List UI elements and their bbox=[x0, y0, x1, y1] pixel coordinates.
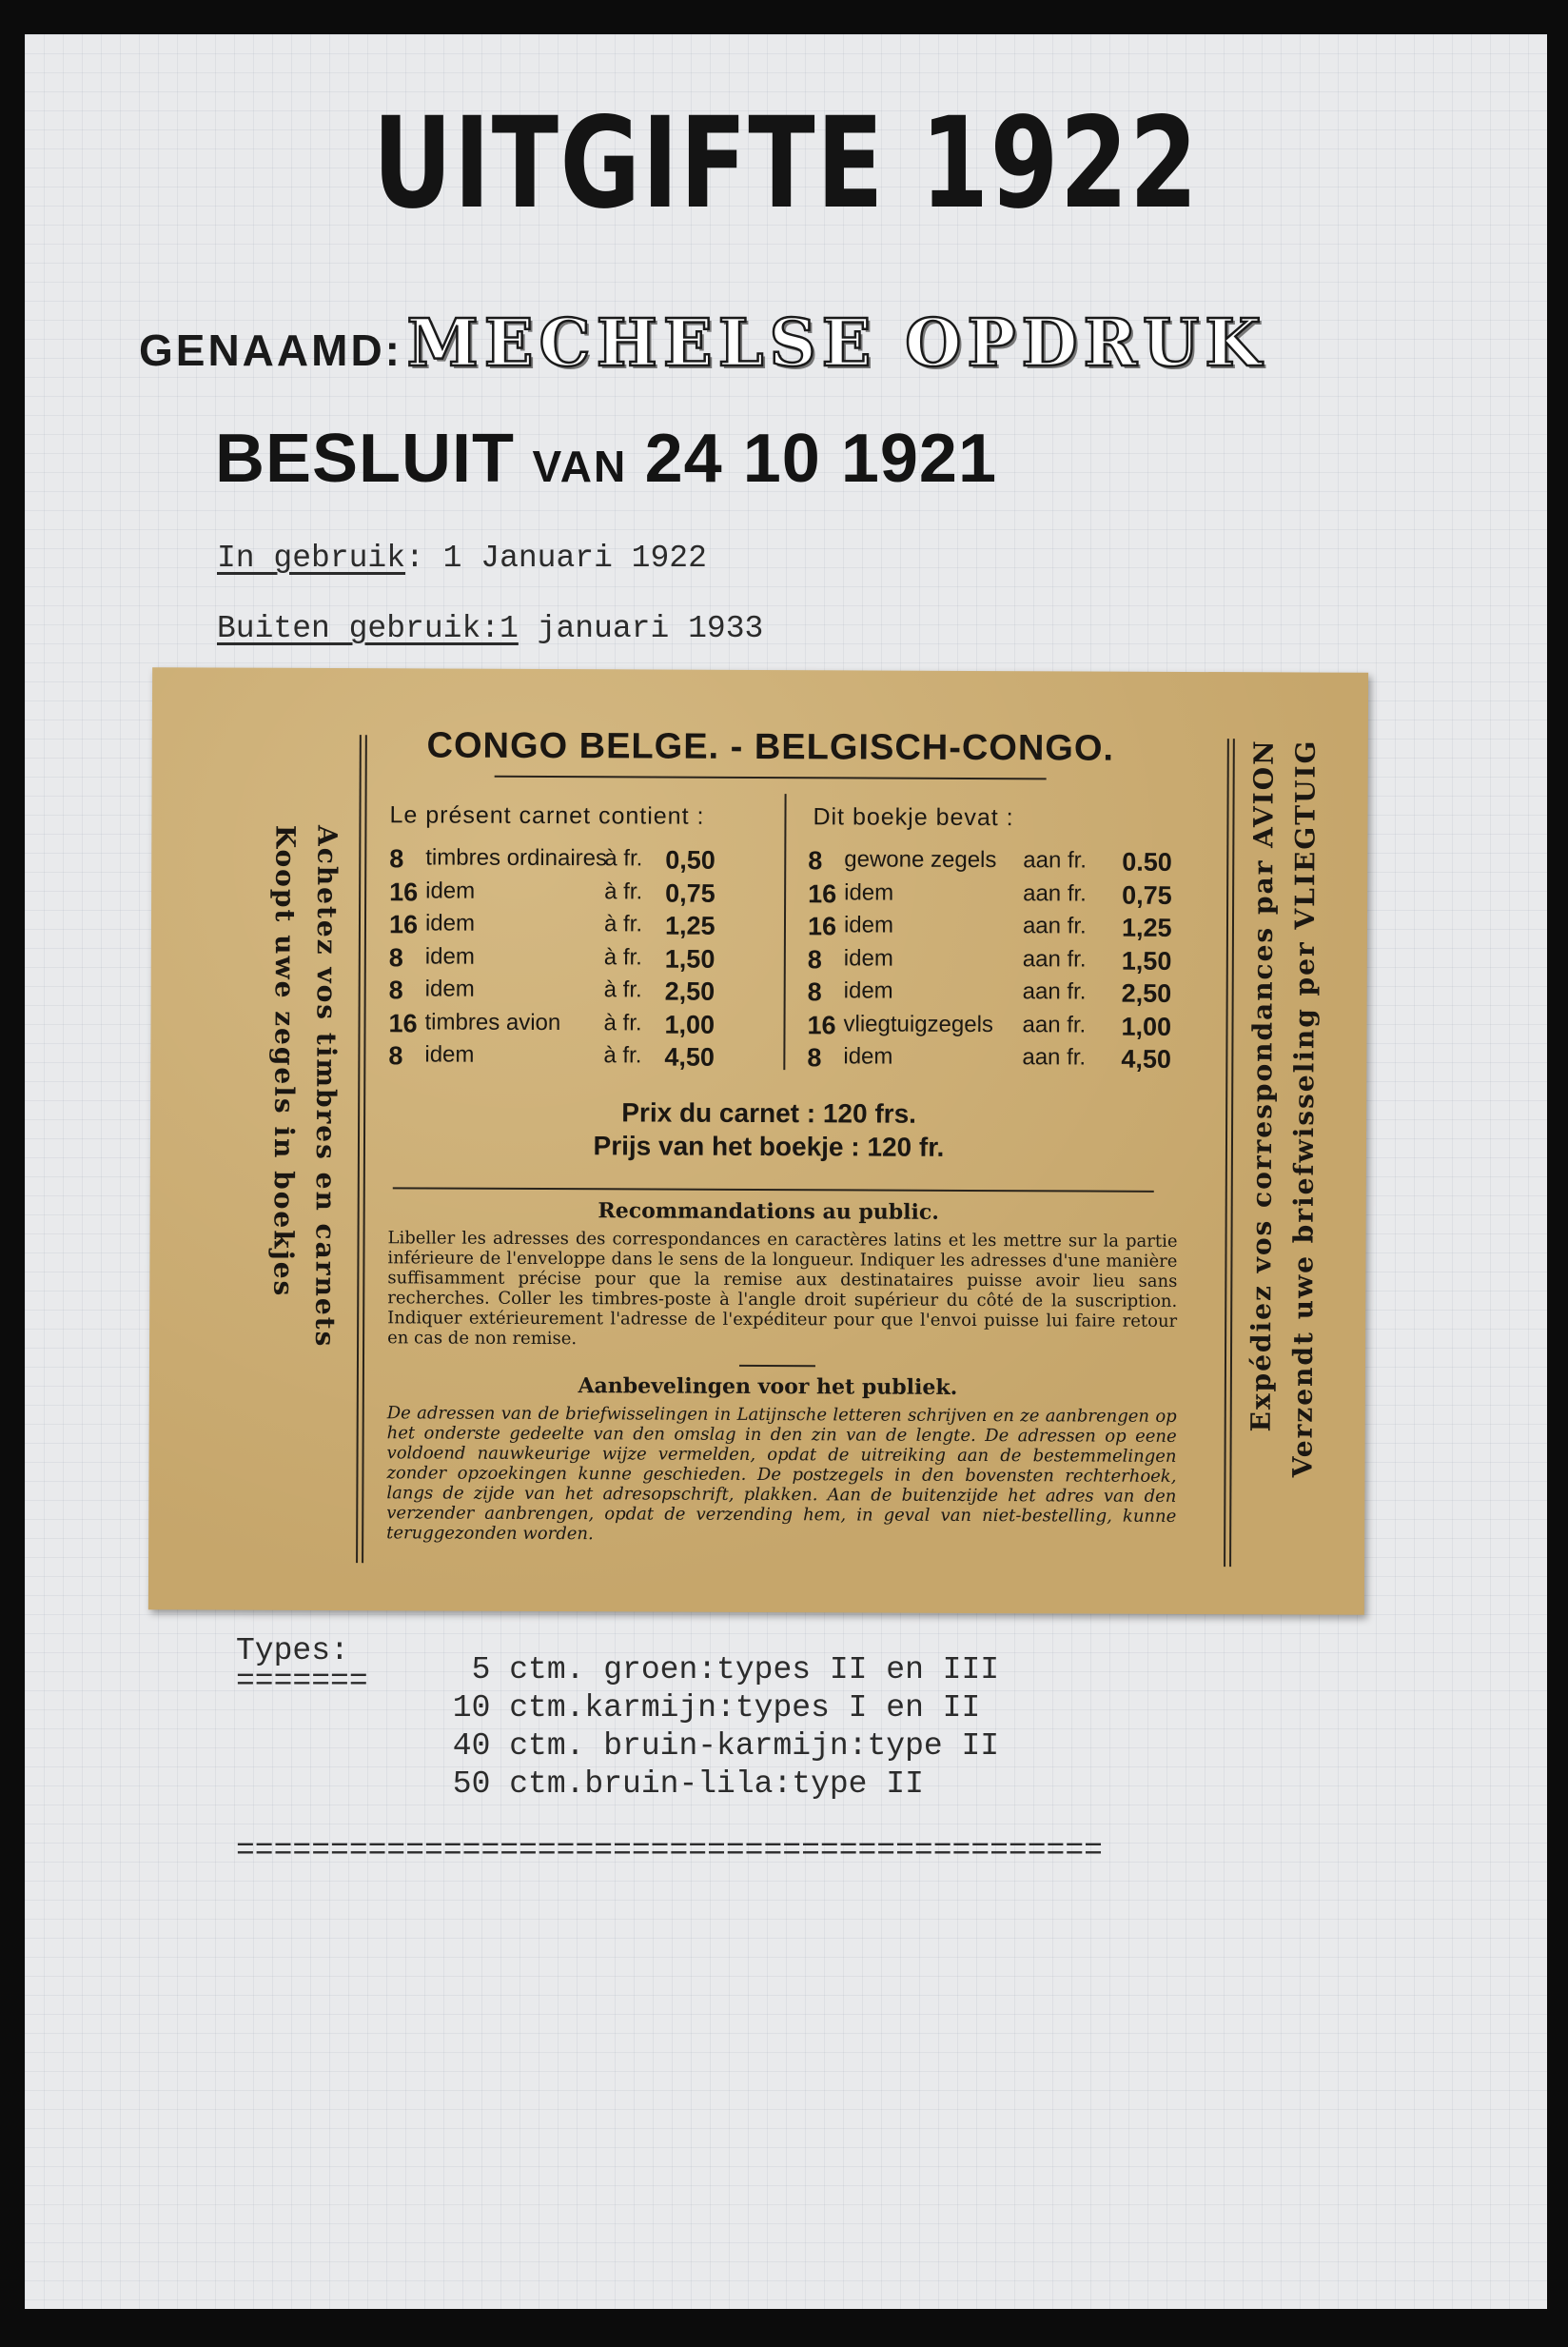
price-val: 1,00 bbox=[664, 1010, 715, 1039]
decree-van: VAN bbox=[532, 442, 628, 491]
price-val: 1,50 bbox=[1121, 946, 1172, 976]
named-value: MECHELSE OPDRUK bbox=[406, 306, 1267, 382]
types-underline: ======= bbox=[236, 1664, 368, 1699]
price-qty: 16 bbox=[388, 1008, 418, 1037]
price-pre: aan fr. bbox=[1022, 945, 1087, 973]
price-desc: idem bbox=[843, 977, 893, 1004]
named-row bbox=[139, 306, 1266, 382]
in-use-value: : 1 Januari 1922 bbox=[405, 541, 707, 576]
price-qty: 16 bbox=[807, 1010, 836, 1039]
price-qty: 8 bbox=[807, 944, 822, 974]
in-use-label: In gebruik bbox=[217, 541, 406, 576]
price-rule bbox=[393, 1187, 1154, 1192]
price-val: 0,50 bbox=[665, 845, 715, 875]
decree-date: 24 10 1921 bbox=[644, 421, 997, 497]
price-fr: Prix du carnet : 120 frs. bbox=[621, 1097, 917, 1129]
price-desc: vliegtuigzegels bbox=[843, 1010, 994, 1037]
price-desc: idem bbox=[424, 976, 475, 1002]
price-val: 2,50 bbox=[1121, 978, 1172, 1008]
rec-fr-text: Libeller les adresses des correspondances en caractères latins et les mettre sur la partie inférieure de l'enveloppe dans le sens de la longueur. Indiquer les adresses d'une manière suffisamment précise pour que la remise aux destinataires puisse avoir lieu sans recherches. Coller les timbres-poste à l'angle droit supérieur du côté de la suscription. Indiquer extérieurement l'adresse de l'expéditeur pour que l'envoi puisse lui faire retour en cas de non remise. bbox=[387, 1228, 1178, 1350]
price-val: 1,50 bbox=[664, 944, 715, 974]
price-qty: 8 bbox=[388, 1041, 403, 1071]
left-vertical-text-1: Achetez vos timbres en carnets bbox=[309, 824, 343, 1349]
price-pre: à fr. bbox=[604, 878, 643, 904]
price-desc: idem bbox=[844, 878, 894, 906]
price-val: 0,75 bbox=[1122, 880, 1172, 910]
named-label: GENAAMD: bbox=[139, 325, 402, 375]
price-val: 0,75 bbox=[665, 878, 715, 908]
in-use-line bbox=[217, 541, 707, 576]
types-rule: ============================================== bbox=[236, 1833, 1103, 1868]
price-desc: idem bbox=[843, 912, 894, 938]
price-val: 2,50 bbox=[664, 976, 715, 1006]
album-page bbox=[25, 34, 1547, 2309]
price-pre: aan fr. bbox=[1023, 847, 1088, 874]
price-qty: 16 bbox=[388, 910, 419, 939]
types-line-3: 40 ctm. bruin-karmijn:type II bbox=[434, 1728, 1000, 1764]
price-pre: aan fr. bbox=[1023, 879, 1087, 907]
left-vertical-text-2: Koopt uwe zegels in boekjes bbox=[267, 824, 302, 1298]
price-pre: à fr. bbox=[603, 976, 642, 1003]
price-pre: à fr. bbox=[603, 1009, 642, 1035]
price-val: 4,50 bbox=[1121, 1044, 1172, 1074]
price-desc: idem bbox=[843, 1043, 893, 1070]
rec-nl-text: De adressen van de briefwisselingen in Latijnsche letteren schrijven en ze aanbrengen op het onderste gedeelte van den omslag in den zin van de lengte. De adressen op eene voldoend nauwkeurige wijze vermelden, opdat de uitreiking aan de bestemmelingen zonder opzoekingen kunne geschieden. De postzegels in den bovensten rechterhoek, langs de zijde van het adresopschrift, plakken. Aan de buitenzijde het adres van den verzender aanbrengen, opdat de verzending hem, in geval van niet-bestelling, kunne teruggezonden worden. bbox=[386, 1403, 1177, 1545]
types-line-1: 5 ctm. groen:types II en III bbox=[434, 1652, 1000, 1687]
right-vertical-text-1: Expédiez vos correspondances par AVION bbox=[1245, 739, 1280, 1432]
price-desc: timbres avion bbox=[424, 1008, 561, 1035]
decree-line bbox=[215, 420, 997, 498]
booklet-title: CONGO BELGE. - BELGISCH-CONGO. bbox=[426, 725, 1115, 769]
rec-nl-title: Aanbevelingen voor het publiek. bbox=[578, 1373, 958, 1400]
price-pre: à fr. bbox=[604, 845, 643, 872]
right-rule-1 bbox=[1224, 739, 1229, 1567]
out-of-use-value: januari 1933 bbox=[518, 611, 764, 646]
price-desc: timbres ordinaires bbox=[425, 844, 608, 872]
price-pre: à fr. bbox=[603, 1042, 642, 1069]
price-qty: 8 bbox=[807, 977, 822, 1007]
price-qty: 8 bbox=[388, 942, 403, 972]
price-val: 1,00 bbox=[1121, 1012, 1172, 1041]
price-pre: aan fr. bbox=[1022, 1011, 1087, 1038]
nl-header: Dit boekje bevat : bbox=[813, 803, 1014, 832]
center-rule bbox=[783, 794, 786, 1070]
price-qty: 16 bbox=[808, 878, 837, 908]
price-desc: idem bbox=[843, 944, 893, 972]
price-val: 0.50 bbox=[1122, 847, 1172, 877]
rec-divider bbox=[739, 1365, 815, 1367]
left-rule-1 bbox=[356, 735, 362, 1563]
price-desc: gewone zegels bbox=[844, 846, 997, 874]
price-val: 1,25 bbox=[1121, 913, 1172, 942]
left-rule-2 bbox=[362, 735, 367, 1563]
price-qty: 8 bbox=[807, 1043, 822, 1073]
price-desc: idem bbox=[424, 942, 475, 970]
price-pre: à fr. bbox=[603, 943, 642, 970]
right-rule-2 bbox=[1229, 739, 1235, 1567]
booklet-cover bbox=[148, 667, 1368, 1615]
price-pre: à fr. bbox=[603, 911, 643, 937]
out-of-use-label: Buiten gebruik:1 bbox=[217, 611, 519, 646]
price-val: 4,50 bbox=[664, 1042, 715, 1072]
rec-fr-title: Recommandations au public. bbox=[598, 1198, 939, 1225]
types-line-4: 50 ctm.bruin-lila:type II bbox=[434, 1766, 924, 1802]
price-qty: 8 bbox=[389, 844, 404, 874]
price-desc: idem bbox=[425, 877, 476, 904]
page-title: UITGIFTE 1922 bbox=[372, 90, 1200, 237]
fr-header: Le présent carnet contient : bbox=[389, 801, 705, 830]
price-qty: 8 bbox=[388, 976, 403, 1005]
price-qty: 16 bbox=[389, 877, 419, 906]
right-vertical-text-2: Verzendt uwe briefwisseling per VLIEGTUIG bbox=[1286, 739, 1322, 1478]
price-qty: 8 bbox=[808, 846, 823, 876]
types-line-2: 10 ctm.karmijn:types I en II bbox=[434, 1690, 981, 1726]
price-val: 1,25 bbox=[664, 911, 715, 940]
price-pre: aan fr. bbox=[1022, 1044, 1087, 1071]
price-pre: aan fr. bbox=[1022, 978, 1087, 1005]
price-qty: 16 bbox=[807, 912, 837, 941]
types-label: Types: bbox=[236, 1633, 349, 1668]
price-nl: Prijs van het boekje : 120 fr. bbox=[593, 1131, 945, 1162]
price-pre: aan fr. bbox=[1022, 913, 1087, 939]
price-desc: idem bbox=[424, 910, 476, 937]
out-of-use-line bbox=[217, 611, 763, 646]
title-rule bbox=[495, 776, 1047, 780]
price-desc: idem bbox=[424, 1041, 475, 1068]
decree-word: BESLUIT bbox=[215, 421, 516, 497]
